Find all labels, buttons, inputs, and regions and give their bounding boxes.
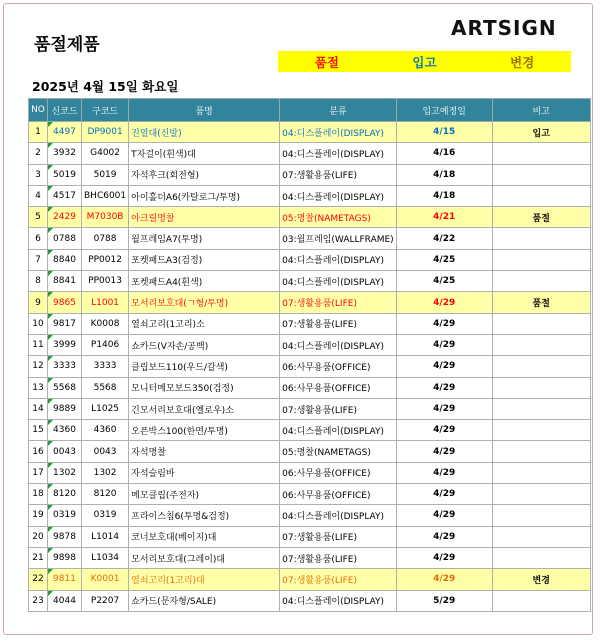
old-code-cell[interactable]: 5019 bbox=[82, 164, 129, 185]
category-cell[interactable]: 04:디스플레이(DISPLAY) bbox=[280, 505, 397, 526]
product-name-cell[interactable]: 쇼카드(문자형/SALE) bbox=[129, 590, 280, 611]
note-cell[interactable] bbox=[492, 356, 590, 377]
eta-cell[interactable]: 4/22 bbox=[396, 228, 492, 249]
old-code-cell[interactable]: 8120 bbox=[82, 484, 129, 505]
row-number[interactable]: 10 bbox=[29, 313, 48, 334]
note-cell[interactable] bbox=[492, 185, 590, 206]
table-header-row bbox=[29, 99, 591, 122]
new-code-cell[interactable]: 9878 bbox=[48, 526, 82, 547]
note-cell[interactable] bbox=[492, 249, 590, 270]
note-cell[interactable] bbox=[492, 590, 590, 611]
col-category-header[interactable]: 분류 bbox=[280, 99, 397, 122]
row-number[interactable]: 1 bbox=[29, 122, 48, 143]
eta-cell[interactable]: 4/29 bbox=[396, 505, 492, 526]
new-code-cell[interactable]: 4517 bbox=[48, 185, 82, 206]
eta-cell[interactable]: 4/18 bbox=[396, 185, 492, 206]
note-cell[interactable] bbox=[492, 398, 590, 419]
row-number[interactable]: 20 bbox=[29, 526, 48, 547]
new-code-cell[interactable]: 9817 bbox=[48, 313, 82, 334]
row-number[interactable]: 23 bbox=[29, 590, 48, 611]
category-cell[interactable]: 04:디스플레이(DISPLAY) bbox=[280, 271, 397, 292]
product-name-cell[interactable]: 모서리보호대(그레이)대 bbox=[129, 547, 280, 568]
new-code-cell[interactable]: 2429 bbox=[48, 207, 82, 228]
row-number[interactable]: 2 bbox=[29, 143, 48, 164]
category-cell[interactable]: 06:사무용품(OFFICE) bbox=[280, 462, 397, 483]
row-number[interactable]: 3 bbox=[29, 164, 48, 185]
table-row[interactable] bbox=[29, 420, 591, 441]
old-code-cell[interactable]: M7030B bbox=[82, 207, 129, 228]
category-cell[interactable]: 04:디스플레이(DISPLAY) bbox=[280, 143, 397, 164]
col-note-header[interactable]: 비고 bbox=[492, 99, 590, 122]
new-code-cell[interactable]: 0319 bbox=[48, 505, 82, 526]
row-number[interactable]: 4 bbox=[29, 185, 48, 206]
note-cell[interactable] bbox=[492, 420, 590, 441]
table-row[interactable] bbox=[29, 569, 591, 590]
product-name-cell[interactable]: 포켓패드A3(검정) bbox=[129, 249, 280, 270]
note-cell[interactable]: 입고 bbox=[492, 122, 590, 143]
product-name-cell[interactable]: 월프레임A7(투명) bbox=[129, 228, 280, 249]
row-number[interactable]: 16 bbox=[29, 441, 48, 462]
note-cell[interactable]: 변경 bbox=[492, 569, 590, 590]
note-cell[interactable] bbox=[492, 505, 590, 526]
row-number[interactable]: 17 bbox=[29, 462, 48, 483]
new-code-cell[interactable]: 4044 bbox=[48, 590, 82, 611]
col-old-code-header[interactable]: 구코드 bbox=[82, 99, 129, 122]
category-cell[interactable]: 07:생활용품(LIFE) bbox=[280, 164, 397, 185]
eta-cell[interactable]: 4/29 bbox=[396, 292, 492, 313]
new-code-cell[interactable]: 9898 bbox=[48, 547, 82, 568]
table-row[interactable] bbox=[29, 143, 591, 164]
new-code-cell[interactable]: 3999 bbox=[48, 334, 82, 355]
note-cell[interactable] bbox=[492, 441, 590, 462]
eta-cell[interactable]: 4/29 bbox=[396, 313, 492, 334]
product-name-cell[interactable]: 포켓패드A4(흰색) bbox=[129, 271, 280, 292]
new-code-cell[interactable]: 1302 bbox=[48, 462, 82, 483]
eta-cell[interactable]: 4/25 bbox=[396, 271, 492, 292]
eta-cell[interactable]: 4/29 bbox=[396, 547, 492, 568]
old-code-cell[interactable]: P1406 bbox=[82, 334, 129, 355]
old-code-cell[interactable]: 0043 bbox=[82, 441, 129, 462]
eta-cell[interactable]: 4/29 bbox=[396, 441, 492, 462]
table-row[interactable] bbox=[29, 313, 591, 334]
product-name-cell[interactable]: 코너보호대(베이지)대 bbox=[129, 526, 280, 547]
stock-table bbox=[28, 98, 591, 612]
note-cell[interactable] bbox=[492, 271, 590, 292]
new-code-cell[interactable]: 8120 bbox=[48, 484, 82, 505]
old-code-cell[interactable]: 5568 bbox=[82, 377, 129, 398]
product-name-cell[interactable]: 아크릴명찰 bbox=[129, 207, 280, 228]
eta-cell[interactable]: 4/29 bbox=[396, 377, 492, 398]
product-name-cell[interactable]: 자석명찰 bbox=[129, 441, 280, 462]
row-number[interactable]: 11 bbox=[29, 334, 48, 355]
old-code-cell[interactable]: K0008 bbox=[82, 313, 129, 334]
category-cell[interactable]: 03:월프레임(WALLFRAME) bbox=[280, 228, 397, 249]
table-row[interactable] bbox=[29, 334, 591, 355]
old-code-cell[interactable]: L1001 bbox=[82, 292, 129, 313]
status-out-of-stock-button[interactable]: 품절 bbox=[314, 54, 339, 70]
product-name-cell[interactable]: 열쇠고리(1고리)소 bbox=[129, 313, 280, 334]
new-code-cell[interactable]: 0043 bbox=[48, 441, 82, 462]
note-cell[interactable] bbox=[492, 313, 590, 334]
category-cell[interactable]: 04:디스플레이(DISPLAY) bbox=[280, 122, 397, 143]
product-name-cell[interactable]: 아이홀더A6(카탈로그/투명) bbox=[129, 185, 280, 206]
table-row[interactable] bbox=[29, 441, 591, 462]
table-row[interactable] bbox=[29, 462, 591, 483]
category-cell[interactable]: 04:디스플레이(DISPLAY) bbox=[280, 590, 397, 611]
category-cell[interactable]: 07:생활용품(LIFE) bbox=[280, 398, 397, 419]
table-row[interactable] bbox=[29, 526, 591, 547]
eta-cell[interactable]: 4/16 bbox=[396, 143, 492, 164]
product-name-cell[interactable]: 클립보드110(우드/갈색) bbox=[129, 356, 280, 377]
product-name-cell[interactable]: 열쇠고리(1고리)대 bbox=[129, 569, 280, 590]
note-cell[interactable] bbox=[492, 377, 590, 398]
category-cell[interactable]: 07:생활용품(LIFE) bbox=[280, 292, 397, 313]
table-row[interactable] bbox=[29, 207, 591, 228]
row-number[interactable]: 7 bbox=[29, 249, 48, 270]
new-code-cell[interactable]: 4497 bbox=[48, 122, 82, 143]
note-cell[interactable] bbox=[492, 143, 590, 164]
category-cell[interactable]: 07:생활용품(LIFE) bbox=[280, 547, 397, 568]
category-cell[interactable]: 04:디스플레이(DISPLAY) bbox=[280, 334, 397, 355]
new-code-cell[interactable]: 5019 bbox=[48, 164, 82, 185]
product-name-cell[interactable]: 자석후크(회전형) bbox=[129, 164, 280, 185]
product-name-cell[interactable]: 메모클립(주전자) bbox=[129, 484, 280, 505]
category-cell[interactable]: 07:생활용품(LIFE) bbox=[280, 313, 397, 334]
old-code-cell[interactable]: PP0013 bbox=[82, 271, 129, 292]
status-legend-bar bbox=[278, 51, 571, 72]
table-row[interactable] bbox=[29, 271, 591, 292]
row-number[interactable]: 18 bbox=[29, 484, 48, 505]
eta-cell[interactable]: 4/29 bbox=[396, 484, 492, 505]
row-number[interactable]: 22 bbox=[29, 569, 48, 590]
new-code-cell[interactable]: 5568 bbox=[48, 377, 82, 398]
table-row[interactable] bbox=[29, 356, 591, 377]
row-number[interactable]: 21 bbox=[29, 547, 48, 568]
eta-cell[interactable]: 4/29 bbox=[396, 356, 492, 377]
category-cell[interactable]: 06:사무용품(OFFICE) bbox=[280, 377, 397, 398]
new-code-cell[interactable]: 9889 bbox=[48, 398, 82, 419]
old-code-cell[interactable]: 3333 bbox=[82, 356, 129, 377]
old-code-cell[interactable]: G4002 bbox=[82, 143, 129, 164]
product-name-cell[interactable]: 모서리보호대(ㄱ형/투명) bbox=[129, 292, 280, 313]
note-cell[interactable] bbox=[492, 484, 590, 505]
eta-cell[interactable]: 4/29 bbox=[396, 462, 492, 483]
note-cell[interactable]: 품절 bbox=[492, 292, 590, 313]
eta-cell[interactable]: 4/21 bbox=[396, 207, 492, 228]
category-cell[interactable]: 07:생활용품(LIFE) bbox=[280, 526, 397, 547]
product-name-cell[interactable]: 오픈박스100(한면/투명) bbox=[129, 420, 280, 441]
col-no-header[interactable]: NO bbox=[29, 99, 48, 122]
old-code-cell[interactable]: PP0012 bbox=[82, 249, 129, 270]
status-change-button[interactable]: 변경 bbox=[510, 54, 535, 70]
eta-cell[interactable]: 4/29 bbox=[396, 398, 492, 419]
old-code-cell[interactable]: 4360 bbox=[82, 420, 129, 441]
category-cell[interactable]: 06:사무용품(OFFICE) bbox=[280, 356, 397, 377]
row-number[interactable]: 12 bbox=[29, 356, 48, 377]
old-code-cell[interactable]: L1025 bbox=[82, 398, 129, 419]
table-row[interactable] bbox=[29, 484, 591, 505]
table-row[interactable] bbox=[29, 398, 591, 419]
category-cell[interactable]: 04:디스플레이(DISPLAY) bbox=[280, 185, 397, 206]
old-code-cell[interactable]: K0001 bbox=[82, 569, 129, 590]
eta-cell[interactable]: 4/18 bbox=[396, 164, 492, 185]
row-number[interactable]: 9 bbox=[29, 292, 48, 313]
row-number[interactable]: 14 bbox=[29, 398, 48, 419]
product-name-cell[interactable]: 진열대(신발) bbox=[129, 122, 280, 143]
note-cell[interactable]: 품절 bbox=[492, 207, 590, 228]
table-row[interactable] bbox=[29, 228, 591, 249]
report-date: 2025년 4월 15일 화요일 bbox=[32, 79, 179, 94]
table-row[interactable] bbox=[29, 249, 591, 270]
category-cell[interactable]: 05:명찰(NAMETAGS) bbox=[280, 207, 397, 228]
table-row[interactable] bbox=[29, 122, 591, 143]
new-code-cell[interactable]: 9811 bbox=[48, 569, 82, 590]
table-row[interactable] bbox=[29, 505, 591, 526]
product-name-cell[interactable]: 긴모서리보호대(옐로우)소 bbox=[129, 398, 280, 419]
note-cell[interactable] bbox=[492, 547, 590, 568]
new-code-cell[interactable]: 8841 bbox=[48, 271, 82, 292]
product-name-cell[interactable]: 자석슬림바 bbox=[129, 462, 280, 483]
old-code-cell[interactable]: DP9001 bbox=[82, 122, 129, 143]
col-name-header[interactable]: 품명 bbox=[129, 99, 280, 122]
note-cell[interactable] bbox=[492, 164, 590, 185]
new-code-cell[interactable]: 3333 bbox=[48, 356, 82, 377]
row-number[interactable]: 19 bbox=[29, 505, 48, 526]
new-code-cell[interactable]: 3932 bbox=[48, 143, 82, 164]
note-cell[interactable] bbox=[492, 462, 590, 483]
table-row[interactable] bbox=[29, 547, 591, 568]
category-cell[interactable]: 04:디스플레이(DISPLAY) bbox=[280, 420, 397, 441]
old-code-cell[interactable]: P2207 bbox=[82, 590, 129, 611]
note-cell[interactable] bbox=[492, 526, 590, 547]
old-code-cell[interactable]: L1014 bbox=[82, 526, 129, 547]
old-code-cell[interactable]: 1302 bbox=[82, 462, 129, 483]
new-code-cell[interactable]: 8840 bbox=[48, 249, 82, 270]
row-number[interactable]: 15 bbox=[29, 420, 48, 441]
status-incoming-button[interactable]: 입고 bbox=[412, 54, 437, 70]
eta-cell[interactable]: 4/29 bbox=[396, 569, 492, 590]
table-row[interactable] bbox=[29, 590, 591, 611]
product-name-cell[interactable]: 프라이스칩6(투명&검정) bbox=[129, 505, 280, 526]
new-code-cell[interactable]: 9865 bbox=[48, 292, 82, 313]
page-title: 품절제품 bbox=[34, 35, 100, 55]
row-number[interactable]: 5 bbox=[29, 207, 48, 228]
old-code-cell[interactable]: 0319 bbox=[82, 505, 129, 526]
row-number[interactable]: 8 bbox=[29, 271, 48, 292]
row-number[interactable]: 13 bbox=[29, 377, 48, 398]
brand-logo: ARTSIGN bbox=[451, 16, 557, 40]
table-row[interactable] bbox=[29, 377, 591, 398]
old-code-cell[interactable]: 0788 bbox=[82, 228, 129, 249]
col-eta-header[interactable]: 입고예정일 bbox=[396, 99, 492, 122]
category-cell[interactable]: 07:생활용품(LIFE) bbox=[280, 569, 397, 590]
eta-cell[interactable]: 4/15 bbox=[396, 122, 492, 143]
category-cell[interactable]: 05:명찰(NAMETAGS) bbox=[280, 441, 397, 462]
eta-cell[interactable]: 5/29 bbox=[396, 590, 492, 611]
product-name-cell[interactable]: 쇼카드(V자손/공백) bbox=[129, 334, 280, 355]
category-cell[interactable]: 06:사무용품(OFFICE) bbox=[280, 484, 397, 505]
col-new-code-header[interactable]: 신코드 bbox=[48, 99, 82, 122]
product-name-cell[interactable]: T자걸이(흰색)대 bbox=[129, 143, 280, 164]
note-cell[interactable] bbox=[492, 334, 590, 355]
table-row[interactable] bbox=[29, 185, 591, 206]
old-code-cell[interactable]: BHC6001 bbox=[82, 185, 129, 206]
new-code-cell[interactable]: 4360 bbox=[48, 420, 82, 441]
eta-cell[interactable]: 4/29 bbox=[396, 420, 492, 441]
table-row[interactable] bbox=[29, 164, 591, 185]
new-code-cell[interactable]: 0788 bbox=[48, 228, 82, 249]
eta-cell[interactable]: 4/25 bbox=[396, 249, 492, 270]
eta-cell[interactable]: 4/29 bbox=[396, 526, 492, 547]
eta-cell[interactable]: 4/29 bbox=[396, 334, 492, 355]
category-cell[interactable]: 04:디스플레이(DISPLAY) bbox=[280, 249, 397, 270]
table-row[interactable] bbox=[29, 292, 591, 313]
note-cell[interactable] bbox=[492, 228, 590, 249]
old-code-cell[interactable]: L1034 bbox=[82, 547, 129, 568]
product-name-cell[interactable]: 모니터메모보드350(검정) bbox=[129, 377, 280, 398]
row-number[interactable]: 6 bbox=[29, 228, 48, 249]
